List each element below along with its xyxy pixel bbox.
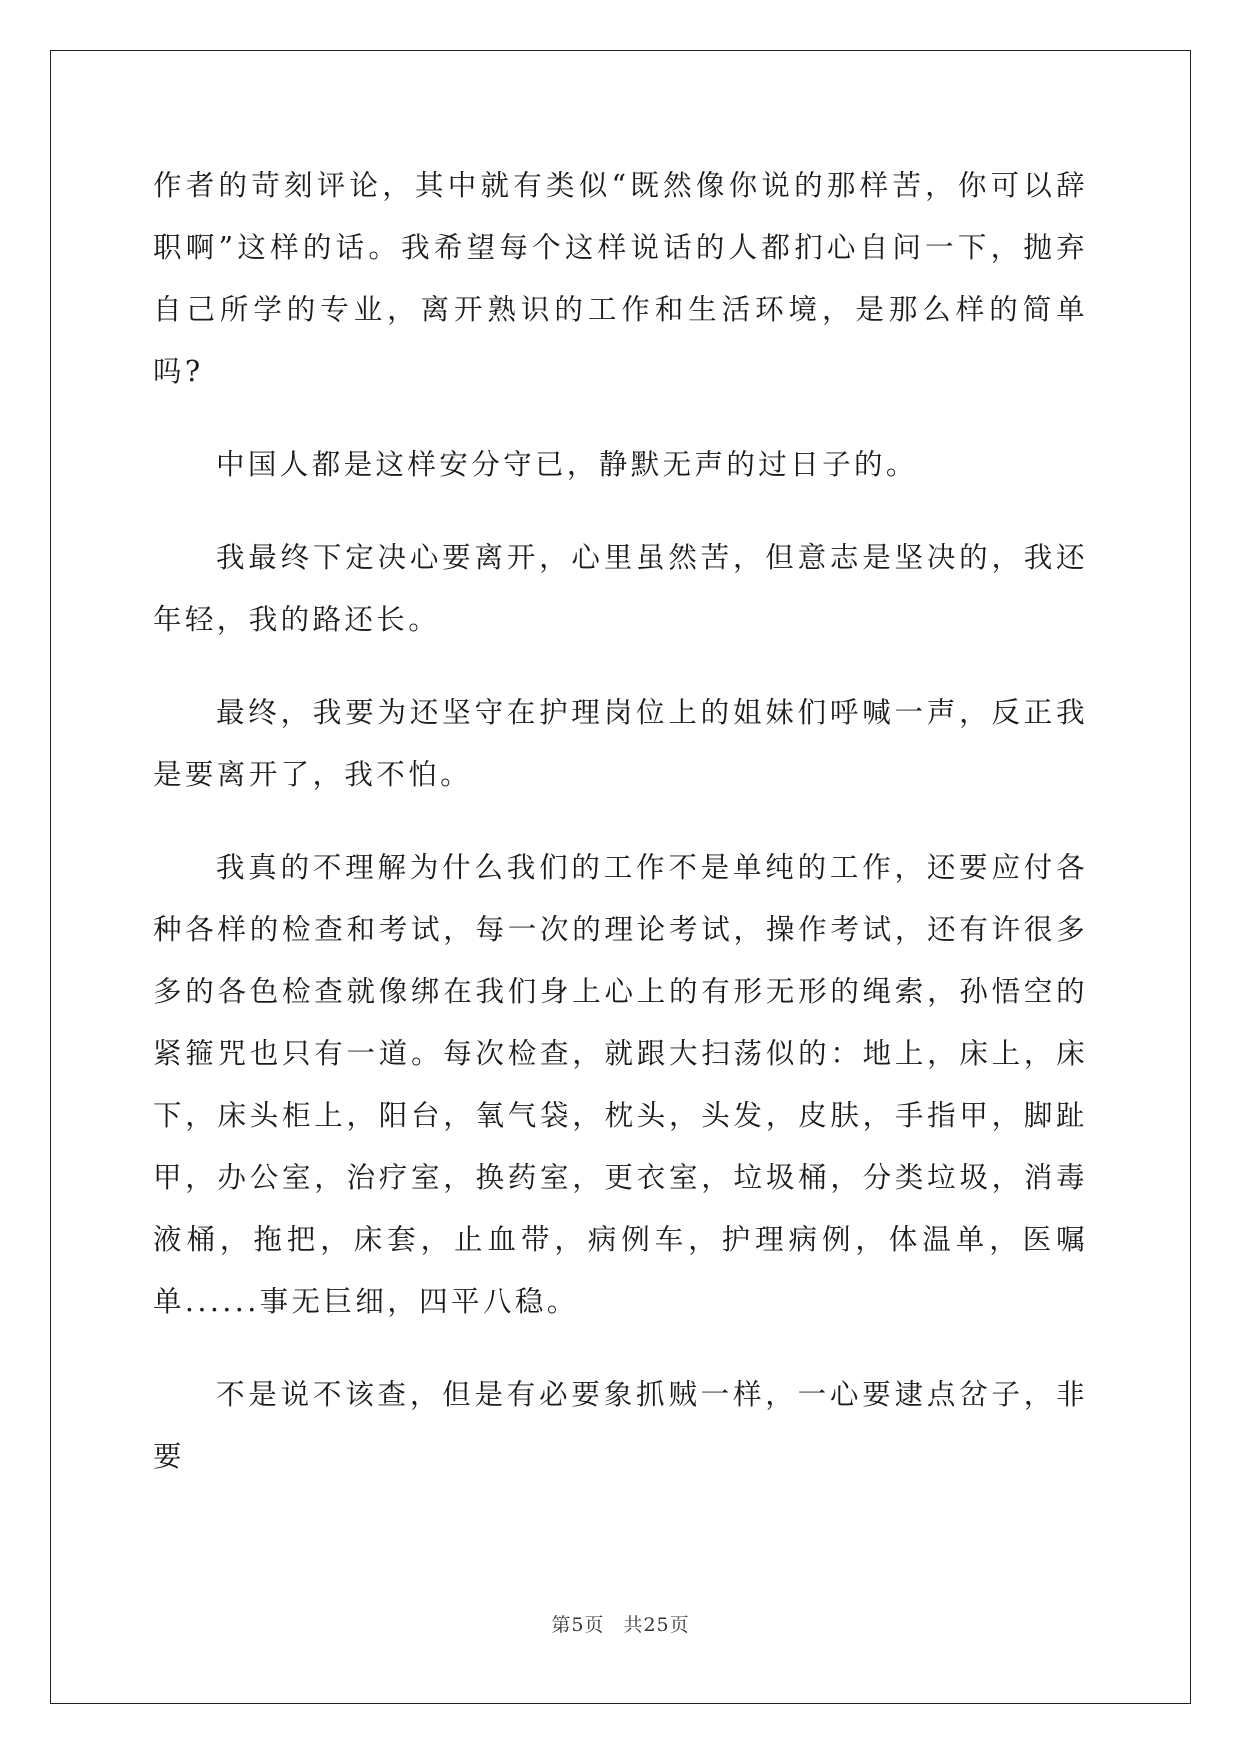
paragraph-5: 我真的不理解为什么我们的工作不是单纯的工作，还要应付各种各样的检查和考试，每一次的理论考试，操作考试，还有许很多多的各色检查就像绑在我们身上心上的有形无形的绳索，孙悟空的紧箍咒也只有一道。每次检查，就跟大扫荡似的：地上，床上，床下，床头柜上，阳台，氧气袋，枕头，头发，皮肤，手指甲，脚趾甲，办公室，治疗室，换药室，更衣室，垃圾桶，分类垃圾，消毒液桶，拖把，床套，止血带，病例车，护理病例，体温单，医嘱单......事无巨细，四平八稳。 <box>153 851 1088 1318</box>
page-footer <box>0 1610 1241 1637</box>
paragraph-1: 作者的苛刻评论，其中就有类似“既然像你说的那样苦，你可以辞职啊”这样的话。我希望每个这样说话的人都扪心自问一下，抛弃自己所学的专业，离开熟识的工作和生活环境，是那么样的简单吗? <box>153 169 1088 388</box>
paragraph-4: 最终，我要为还坚守在护理岗位上的姐妹们呼喊一声，反正我是要离开了，我不怕。 <box>153 696 1088 791</box>
document-body <box>153 155 1088 1519</box>
page-number: 第5页 <box>551 1614 605 1636</box>
page-total: 共25页 <box>623 1614 690 1636</box>
paragraph-2: 中国人都是这样安分守已，静默无声的过日子的。 <box>216 448 918 481</box>
paragraph-6: 不是说不该查，但是有必要象抓贼一样，一心要逮点岔子，非要 <box>153 1378 1088 1473</box>
paragraph-3: 我最终下定决心要离开，心里虽然苦，但意志是坚决的，我还年轻，我的路还长。 <box>153 541 1088 636</box>
